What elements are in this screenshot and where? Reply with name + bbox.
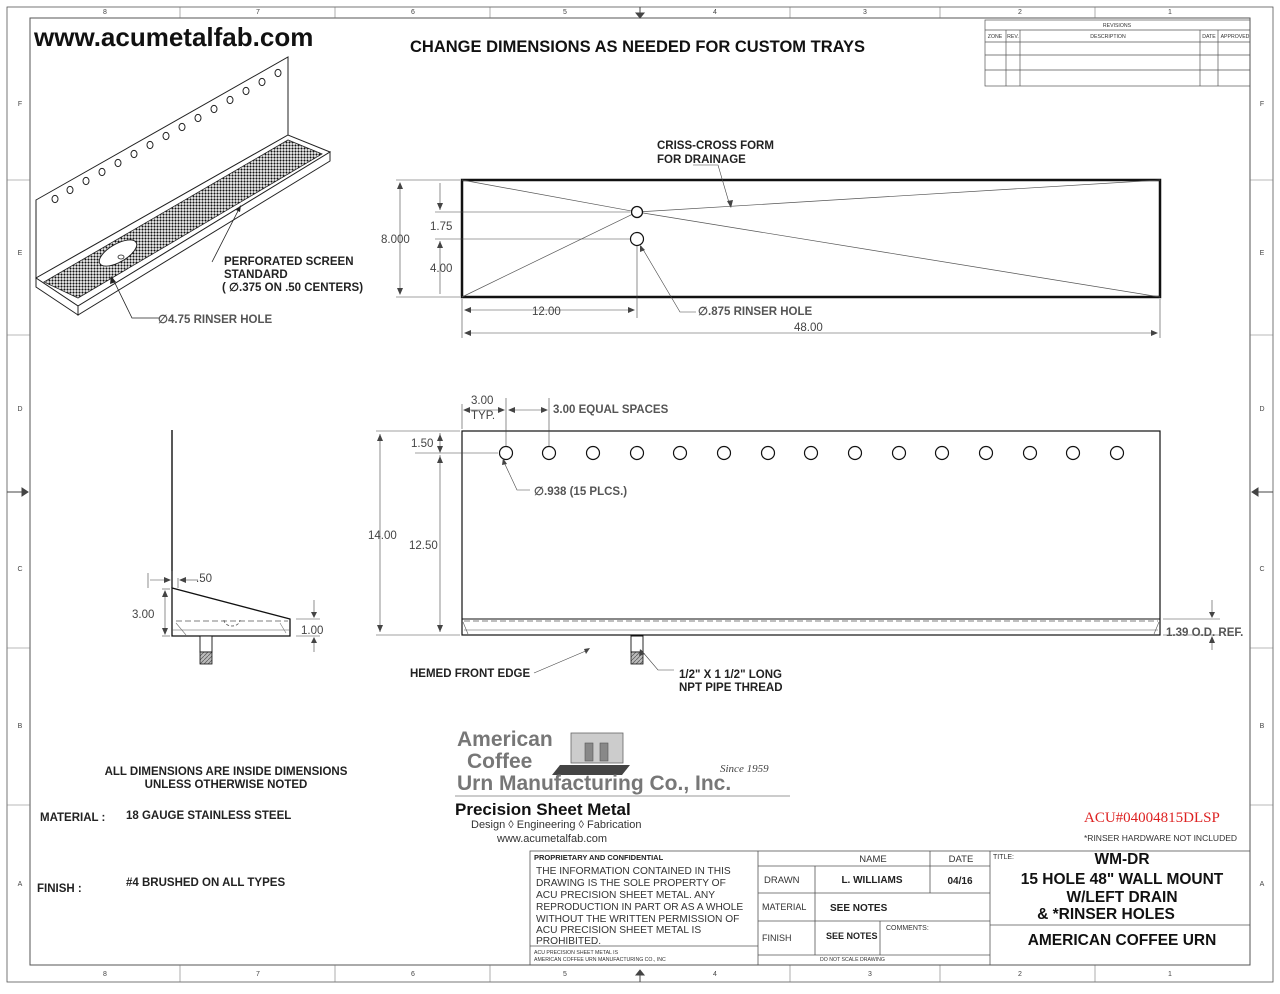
general-notes (37, 766, 348, 895)
dimensions-note-line1: ALL DIMENSIONS ARE INSIDE DIMENSIONS (104, 766, 348, 778)
zone-row-right-b: B (1259, 723, 1265, 730)
material-value: 18 GAUGE STAINLESS STEEL (126, 810, 292, 822)
tb-company: AMERICAN COFFEE URN (1027, 932, 1217, 949)
tb-material-value: SEE NOTES (830, 903, 888, 914)
iso-view (36, 57, 363, 326)
tb-title-line3: W/LEFT DRAIN (1066, 889, 1178, 906)
material-label: MATERIAL : (40, 812, 106, 824)
logo-urn-graphic (552, 733, 630, 775)
revisions-table (985, 20, 1250, 86)
prop-line-1: THE INFORMATION CONTAINED IN THIS (536, 866, 731, 877)
revisions-approved-header: APPROVED (1220, 34, 1250, 40)
prop-foot-1: ACU PRECISION SHEET METAL IS (534, 950, 619, 956)
drawing-heading: CHANGE DIMENSIONS AS NEEDED FOR CUSTOM TRAYS (410, 38, 866, 56)
prop-line-5: WITHOUT THE WRITTEN PERMISSION OF (536, 914, 740, 925)
zone-col-bottom-8: 8 (103, 971, 107, 978)
tb-title-line1: WM-DR (1094, 851, 1150, 868)
prop-line-6: ACU PRECISION SHEET METAL IS (536, 925, 702, 936)
logo-since: Since 1959 (720, 763, 769, 775)
front-equal-spaces: 3.00 EQUAL SPACES (553, 404, 669, 416)
thread-note-line1: 1/2" X 1 1/2" LONG (679, 669, 782, 681)
logo-line-coffee: Coffee (467, 750, 533, 773)
tb-comments-label: COMMENTS: (886, 925, 929, 932)
zone-row-right-a: A (1259, 881, 1265, 888)
tb-no-scale: DO NOT SCALE DRAWING (820, 957, 885, 963)
drawn-date: 04/16 (947, 876, 973, 887)
zone-row-left-f: F (17, 101, 23, 108)
tray-outline-top (462, 180, 1160, 297)
website-url[interactable]: www.acumetalfab.com (34, 22, 314, 52)
part-number: ACU#04004815DLSP (1084, 810, 1220, 826)
dim-width: 8.000 (381, 234, 410, 246)
perforated-screen-spec: ( ∅.375 ON .50 CENTERS) (222, 282, 364, 294)
zone-col-top-2: 2 (1018, 9, 1022, 16)
finish-label: FINISH : (37, 883, 82, 895)
drainage-note-line2: FOR DRAINAGE (657, 154, 746, 166)
front-dim-hole-offset: 1.50 (411, 438, 434, 450)
zone-col-top-6: 6 (411, 9, 415, 16)
zone-col-bottom-7: 7 (256, 971, 260, 978)
name-header: NAME (859, 854, 887, 865)
tray-outline-front (462, 431, 1160, 635)
hem-note: HEMED FRONT EDGE (410, 668, 531, 680)
dim-drain-offset: 1.75 (430, 221, 453, 233)
front-dim-height: 14.00 (368, 530, 397, 542)
zone-col-bottom-4: 4 (713, 971, 717, 978)
perforated-screen-note: PERFORATED SCREEN (224, 256, 354, 268)
zone-col-top-4: 4 (713, 9, 717, 16)
prop-line-2: DRAWING IS THE SOLE PROPERTY OF (536, 878, 726, 889)
revisions-title: REVISIONS (1102, 23, 1132, 29)
tb-title-line4: & *RINSER HOLES (1037, 906, 1175, 923)
tb-finish-value: SEE NOTES (826, 931, 878, 941)
company-logo (455, 728, 790, 845)
front-view (368, 395, 1243, 694)
thread-note-line2: NPT PIPE THREAD (679, 682, 783, 694)
top-view (381, 140, 1160, 338)
front-dim-typ: 3.00 (471, 395, 494, 407)
zone-row-right-f: F (1259, 101, 1265, 108)
drawn-label: DRAWN (764, 875, 800, 886)
zone-row-left-b: B (17, 723, 23, 730)
tb-title-line2: 15 HOLE 48" WALL MOUNT (1020, 871, 1224, 888)
iso-rinser-note: ∅4.75 RINSER HOLE (158, 314, 273, 326)
top-rinser-callout: ∅.875 RINSER HOLE (698, 306, 813, 318)
perforated-screen-standard: STANDARD (224, 269, 288, 281)
logo-line-urn: Urn Manufacturing Co., Inc. (457, 772, 732, 795)
logo-line-american: American (457, 728, 553, 751)
title-block (530, 851, 1250, 965)
drainage-note-line1: CRISS-CROSS FORM (657, 140, 774, 152)
zone-col-top-5: 5 (563, 9, 567, 16)
zone-row-right-c: C (1259, 566, 1265, 573)
zone-row-left-c: C (17, 566, 23, 573)
dim-drain-from-left: 12.00 (532, 306, 561, 318)
date-header: DATE (948, 854, 974, 865)
revisions-rev-header: REV. (1007, 34, 1019, 40)
zone-row-left-e: E (17, 250, 23, 257)
tb-title-label: TITLE: (993, 854, 1015, 861)
zone-col-bottom-3: 3 (868, 971, 872, 978)
dim-rinser-offset: 4.00 (430, 263, 453, 275)
finish-value: #4 BRUSHED ON ALL TYPES (126, 877, 286, 889)
tb-material-label: MATERIAL (762, 902, 807, 912)
prop-foot-2: AMERICAN COFFEE URN MANUFACTURING CO., INC (534, 957, 666, 963)
zone-col-top-7: 7 (256, 9, 260, 16)
dim-length: 48.00 (794, 322, 823, 334)
zone-row-right-d: D (1259, 406, 1265, 413)
logo-tagline: Precision Sheet Metal (455, 800, 631, 819)
side-view (132, 430, 323, 664)
zone-col-top-8: 8 (103, 9, 107, 16)
side-dim-depth: 3.00 (132, 609, 155, 621)
drain-point (632, 207, 643, 218)
zone-col-top-3: 3 (863, 9, 867, 16)
prop-line-3: ACU PRECISION SHEET METAL. ANY (536, 890, 716, 901)
side-dim-front: 1.00 (301, 625, 324, 637)
front-dim-hole-height: 12.50 (409, 540, 438, 552)
drawn-name: L. WILLIAMS (841, 875, 903, 886)
faucet-holes (500, 447, 1124, 460)
revisions-date-header: DATE (1202, 34, 1216, 40)
logo-services: Design ◊ Engineering ◊ Fabrication (471, 819, 642, 831)
revisions-zone-header: ZONE (987, 34, 1003, 40)
zone-col-bottom-6: 6 (411, 971, 415, 978)
zone-col-bottom-5: 5 (563, 971, 567, 978)
tb-finish-label: FINISH (762, 933, 792, 943)
front-dim-typ-label: TYP. (471, 410, 496, 422)
prop-line-7: PROHIBITED. (536, 936, 602, 947)
front-od-ref: 1.39 O.D. REF. (1166, 627, 1244, 639)
top-rinser-hole (631, 233, 644, 246)
prop-title: PROPRIETARY AND CONFIDENTIAL (534, 853, 664, 862)
side-dim-lip: .50 (196, 573, 212, 585)
rinser-hardware-note: *RINSER HARDWARE NOT INCLUDED (1084, 833, 1238, 843)
logo-url: www.acumetalfab.com (497, 833, 608, 845)
front-hole-callout: ∅.938 (15 PLCS.) (534, 486, 628, 498)
zone-row-right-e: E (1259, 250, 1265, 257)
prop-line-4: REPRODUCTION IN PART OR AS A WHOLE (536, 902, 744, 913)
dimensions-note-line2: UNLESS OTHERWISE NOTED (144, 779, 308, 791)
zone-col-top-1: 1 (1168, 9, 1172, 16)
zone-row-left-d: D (17, 406, 23, 413)
zone-col-bottom-1: 1 (1168, 971, 1172, 978)
zone-row-left-a: A (17, 881, 23, 888)
revisions-description-header: DESCRIPTION (1090, 34, 1126, 40)
zone-col-bottom-2: 2 (1018, 971, 1022, 978)
